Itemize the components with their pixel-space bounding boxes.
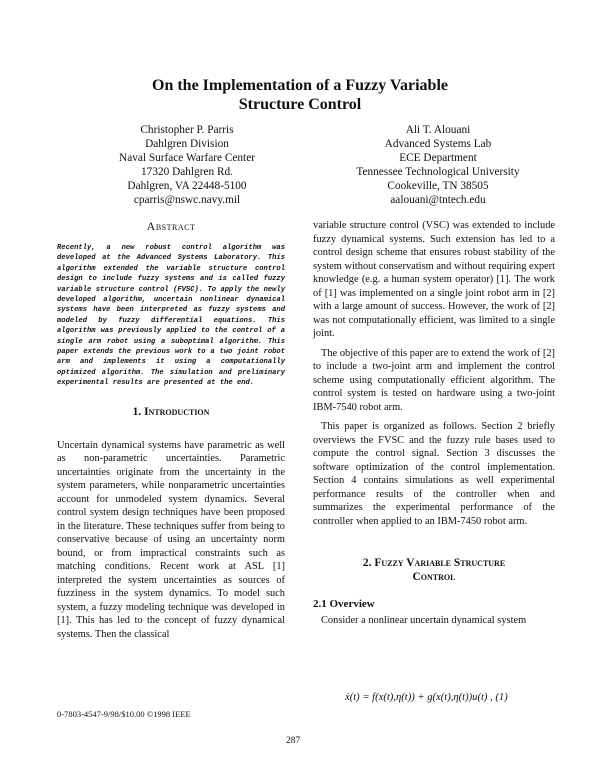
section-2-heading [313,556,555,584]
author-block-left [72,123,302,207]
equation-1: ẋ(t) = f(x(t),η(t)) + g(x(t),η(t))u(t) , (1) [345,692,508,703]
author-block-right [318,123,558,207]
title-line-2: Structure Control [238,96,362,113]
body-paragraph: The objective of this paper are to extend the work of [2] to include a two-joint arm and implement the control scheme using computationally efficient algorithm. The control system is tested on hardware using a two-joint IBM-7540 robot arm. [313,347,555,413]
copyright-footer: 0-7803-4547-9/98/$10.00 ©1998 IEEE [57,709,191,719]
author-address: Dahlgren, VA 22448-5100 [127,180,247,192]
title-line-1: On the Implementation of a Fuzzy Variable [152,77,448,94]
body-paragraph: variable structure control (VSC) was extended to include fuzzy dynamical systems. Such extension has led to a control design scheme that ensures robust stability of the system without conservatism and without requiring expert knowledge (e.g. a human system operator) [1]. The work of [1] was implemented on a single joint robot arm in [2] with a large amount of success. However, the work of [2] was not computationally efficient, was limited to a single joint. [313,220,555,339]
body-paragraph: This paper is organized as follows. Section 2 briefly overviews the FVSC and the fuzzy rule bases used to compute the control signal. Section 3 discusses the software optimization of the control implementation. Section 4 contains simulations as well experimental performance results of the controller when and summarizes the experimental performance of the controller when applied to an IBM-7450 robot arm. [313,421,555,527]
right-column [313,219,555,634]
author-email: cparris@nswc.navy.mil [133,194,241,206]
left-column [57,219,285,641]
abstract-heading: Abstract [146,219,196,233]
author-affiliation: Dahlgren Division [145,138,229,150]
paper-title [60,76,540,114]
author-affiliation: ECE Department [399,152,477,164]
section-2-heading-line-2: Control [412,571,456,583]
author-name: Ali T. Alouani [405,124,471,136]
section-2-heading-line-1: 2. Fuzzy Variable Structure [362,557,506,569]
author-email: aalouani@tntech.edu [390,194,486,206]
introduction-paragraph: Uncertain dynamical systems have parametric as well as non-parametric uncertainties. Parametric uncertainties originate from the uncertainty in the system parameters, while nonparametric uncertainties account for unmodeled system dynamics. Several control system design techniques have been proposed in the literature. These techniques suffer from being to conservative because of using an uncertainty norm bound, or from impractical constraints such as matching conditions. Recent work at ASL [1] interpreted the system uncertainties as sources of fuzziness in the system dynamics. To model such system, a fuzzy modeling technique was developed in [1]. This has led to the concept of fuzzy dynamical systems. Then the classical [57,439,285,640]
author-affiliation: Advanced Systems Lab [384,138,492,150]
author-address: 17320 Dahlgren Rd. [141,166,233,178]
body-paragraph: Consider a nonlinear uncertain dynamical system [321,615,527,626]
author-affiliation: Tennessee Technological University [356,166,520,178]
abstract-text: Recently, a new robust control algorithm was developed at the Advanced Systems Laboratory. This algorithm extended the variable structure control design to include fuzzy systems and is called fuzzy variable structure control (FVSC). To apply the newly developed algorithm, uncertain nonlinear dynamical systems have been interpreted as fuzzy systems and modeled by fuzzy differential equations. This algorithm was previously applied to the control of a single arm robot using a suboptimal algorithm. This paper extends the previous work to a two joint robot arm and implements it using a computationally optimized algorithm. The simulation and preliminary experimental results are presented at the end. [57,244,285,388]
section-1-heading: 1. Introduction [132,405,210,418]
author-address: Cookeville, TN 38505 [387,180,489,192]
author-name: Christopher P. Parris [140,124,234,136]
subsection-heading: 2.1 Overview [313,598,375,610]
page-number: 287 [286,736,301,746]
author-affiliation: Naval Surface Warfare Center [119,152,255,164]
